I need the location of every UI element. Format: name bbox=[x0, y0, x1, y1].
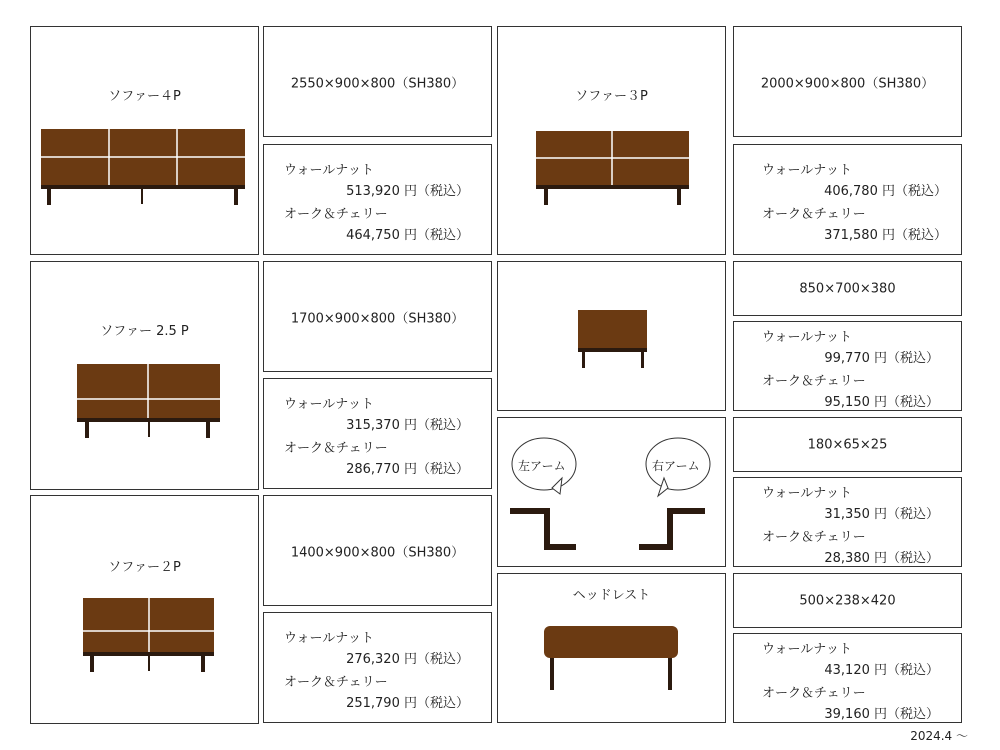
oak-price: 39,160 円（税込） bbox=[824, 707, 939, 722]
sofa-3p-image-box bbox=[497, 26, 726, 255]
walnut-price: 43,120 円（税込） bbox=[824, 663, 939, 678]
sofa-3p-illustration bbox=[498, 27, 727, 256]
sofa-3p-title: ソファー３P bbox=[575, 89, 648, 104]
arm-dims: 180×65×25 bbox=[807, 437, 888, 452]
sofa-2p-illustration bbox=[31, 496, 260, 725]
walnut-label: ウォールナット bbox=[762, 163, 852, 178]
sofa-4p-dims: 2550×900×800（SH380） bbox=[290, 76, 465, 91]
arm-dims-box bbox=[733, 417, 962, 472]
left-arm-label: 左アーム bbox=[518, 459, 566, 473]
oak-label: オーク＆チェリー bbox=[762, 207, 866, 222]
sofa-2p-image-box bbox=[30, 495, 259, 724]
headrest-dims: 500×238×420 bbox=[799, 593, 896, 608]
walnut-price: 99,770 円（税込） bbox=[824, 351, 939, 366]
sofa-4p-price-box bbox=[263, 144, 492, 255]
walnut-price: 406,780 円（税込） bbox=[824, 184, 947, 199]
headrest-title: ヘッドレスト bbox=[572, 588, 651, 603]
date-label: 2024.4 〜 bbox=[910, 729, 968, 743]
walnut-label: ウォールナット bbox=[284, 397, 374, 412]
right-arm-label: 右アーム bbox=[652, 459, 700, 473]
walnut-price: 31,350 円（税込） bbox=[824, 507, 939, 522]
sofa-3p-dims: 2000×900×800（SH380） bbox=[760, 76, 935, 91]
sofa-2p-dims-box bbox=[263, 495, 492, 606]
sofa-4p-illustration bbox=[31, 27, 260, 256]
oak-price: 371,580 円（税込） bbox=[824, 228, 947, 243]
sofa-3p-price-box bbox=[733, 144, 962, 255]
oak-price: 286,770 円（税込） bbox=[346, 462, 469, 477]
sofa-25p-dims-box bbox=[263, 261, 492, 372]
oak-label: オーク＆チェリー bbox=[762, 530, 866, 545]
sofa-25p-dims: 1700×900×800（SH380） bbox=[290, 311, 465, 326]
headrest-image-box bbox=[497, 573, 726, 723]
ottoman-image-box bbox=[497, 261, 726, 411]
walnut-label: ウォールナット bbox=[762, 330, 852, 345]
sofa-2p-dims: 1400×900×800（SH380） bbox=[290, 545, 465, 560]
walnut-price: 513,920 円（税込） bbox=[346, 184, 469, 199]
sofa-4p-image-box bbox=[30, 26, 259, 255]
walnut-price: 276,320 円（税込） bbox=[346, 652, 469, 667]
headrest-price-box bbox=[733, 633, 962, 723]
walnut-label: ウォールナット bbox=[284, 631, 374, 646]
arm-price-box bbox=[733, 477, 962, 567]
ottoman-dims: 850×700×380 bbox=[799, 281, 896, 296]
sofa-2p-price-box bbox=[263, 612, 492, 723]
headrest-dims-box bbox=[733, 573, 962, 628]
walnut-label: ウォールナット bbox=[284, 163, 374, 178]
oak-label: オーク＆チェリー bbox=[284, 441, 388, 456]
sofa-4p-title: ソファー４P bbox=[108, 89, 181, 104]
headrest-illustration bbox=[498, 574, 727, 724]
oak-label: オーク＆チェリー bbox=[284, 675, 388, 690]
sofa-25p-illustration bbox=[31, 262, 260, 491]
ottoman-price-box bbox=[733, 321, 962, 411]
oak-label: オーク＆チェリー bbox=[762, 686, 866, 701]
sofa-25p-title: ソファー 2.5 P bbox=[100, 324, 189, 339]
walnut-label: ウォールナット bbox=[762, 642, 852, 657]
oak-label: オーク＆チェリー bbox=[284, 207, 388, 222]
ottoman-illustration bbox=[498, 262, 727, 412]
sofa-3p-dims-box bbox=[733, 26, 962, 137]
oak-price: 28,380 円（税込） bbox=[824, 551, 939, 566]
sofa-4p-dims-box bbox=[263, 26, 492, 137]
sofa-25p-image-box bbox=[30, 261, 259, 490]
oak-price: 95,150 円（税込） bbox=[824, 395, 939, 410]
walnut-label: ウォールナット bbox=[762, 486, 852, 501]
oak-price: 464,750 円（税込） bbox=[346, 228, 469, 243]
oak-label: オーク＆チェリー bbox=[762, 374, 866, 389]
sofa-2p-title: ソファー２P bbox=[108, 560, 181, 575]
arm-illustration bbox=[498, 418, 727, 568]
oak-price: 251,790 円（税込） bbox=[346, 696, 469, 711]
sofa-25p-price-box bbox=[263, 378, 492, 489]
walnut-price: 315,370 円（税込） bbox=[346, 418, 469, 433]
ottoman-dims-box bbox=[733, 261, 962, 316]
arm-image-box bbox=[497, 417, 726, 567]
